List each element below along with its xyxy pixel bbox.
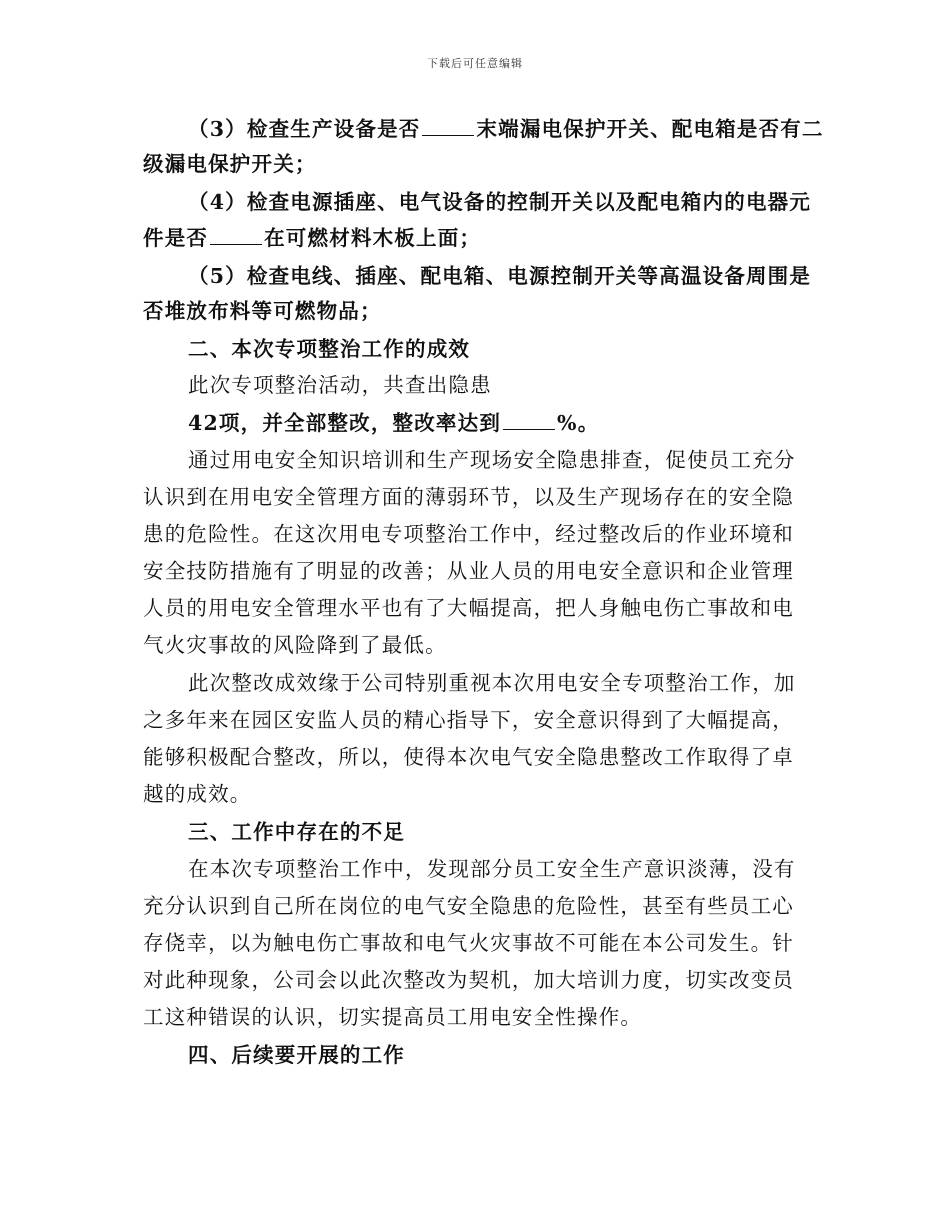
paragraph-line: 气火灾事故的风险降到了最低。 — [143, 633, 447, 657]
paragraph-line: 之多年来在园区安监人员的精心指导下，安全意识得到了大幅提高， — [143, 708, 794, 732]
item-4-line1: （4）检查电源插座、电气设备的控制开关以及配电箱内的电器元 — [188, 190, 812, 214]
item-5-line2: 否堆放布料等可燃物品； — [143, 299, 382, 323]
paragraph-line: 对此种现象，公司会以此次整改为契机，加大培训力度，切实改变员 — [143, 968, 794, 992]
paragraph-line: 患的危险性。在这次用电专项整治工作中，经过整改后的作业环境和 — [143, 522, 794, 546]
item-5-line1: （5）检查电线、插座、配电箱、电源控制开关等高温设备周围是 — [188, 264, 812, 288]
paragraph-line: 人员的用电安全管理水平也有了大幅提高，把人身触电伤亡事故和电 — [143, 596, 794, 620]
fill-blank — [422, 117, 474, 136]
paragraph-line: 存侥幸，以为触电伤亡事故和电气火灾事故不可能在本公司发生。针 — [143, 931, 794, 955]
section-4-heading: 四、后续要开展的工作 — [188, 1043, 405, 1067]
section-3-heading: 三、工作中存在的不足 — [188, 820, 405, 844]
paragraph-line: 此次整改成效缘于公司特别重视本次用电安全专项整治工作，加 — [188, 671, 796, 695]
item-3-line1: （3）检查生产设备是否 末端漏电保护开关、配电箱是否有二 — [188, 117, 824, 141]
paragraph-line: 工这种错误的认识，切实提高员工用电安全性操作。 — [143, 1005, 643, 1029]
rate-line: 42项，并全部整改，整改率达到 %。 — [188, 411, 600, 435]
paragraph-line: 在本次专项整治工作中，发现部分员工安全生产意识淡薄，没有 — [188, 857, 796, 881]
paragraph-line: 安全技防措施有了明显的改善；从业人员的用电安全意识和企业管理 — [143, 559, 794, 583]
paragraph-line: 充分认识到自己所在岗位的电气安全隐患的危险性，甚至有些员工心 — [143, 894, 794, 918]
section-2-heading: 二、本次专项整治工作的成效 — [188, 337, 471, 361]
paragraph-line: 能够积极配合整改，所以，使得本次电气安全隐患整改工作取得了卓 — [143, 745, 794, 769]
item-3-line2: 级漏电保护开关； — [143, 152, 317, 176]
paragraph-line: 越的成效。 — [143, 782, 252, 806]
paragraph-line: 通过用电安全知识培训和生产现场安全隐患排查，促使员工充分 — [188, 448, 796, 472]
paragraph-line: 认识到在用电安全管理方面的薄弱环节，以及生产现场存在的安全隐 — [143, 485, 794, 509]
page-header: 下载后可任意编辑 — [427, 57, 523, 70]
fill-blank — [503, 411, 555, 430]
item-4-line2: 件是否 在可燃材料木板上面； — [143, 226, 482, 250]
fill-blank — [210, 226, 262, 245]
paragraph-line: 此次专项整治活动，共查出隐患 — [188, 373, 492, 397]
